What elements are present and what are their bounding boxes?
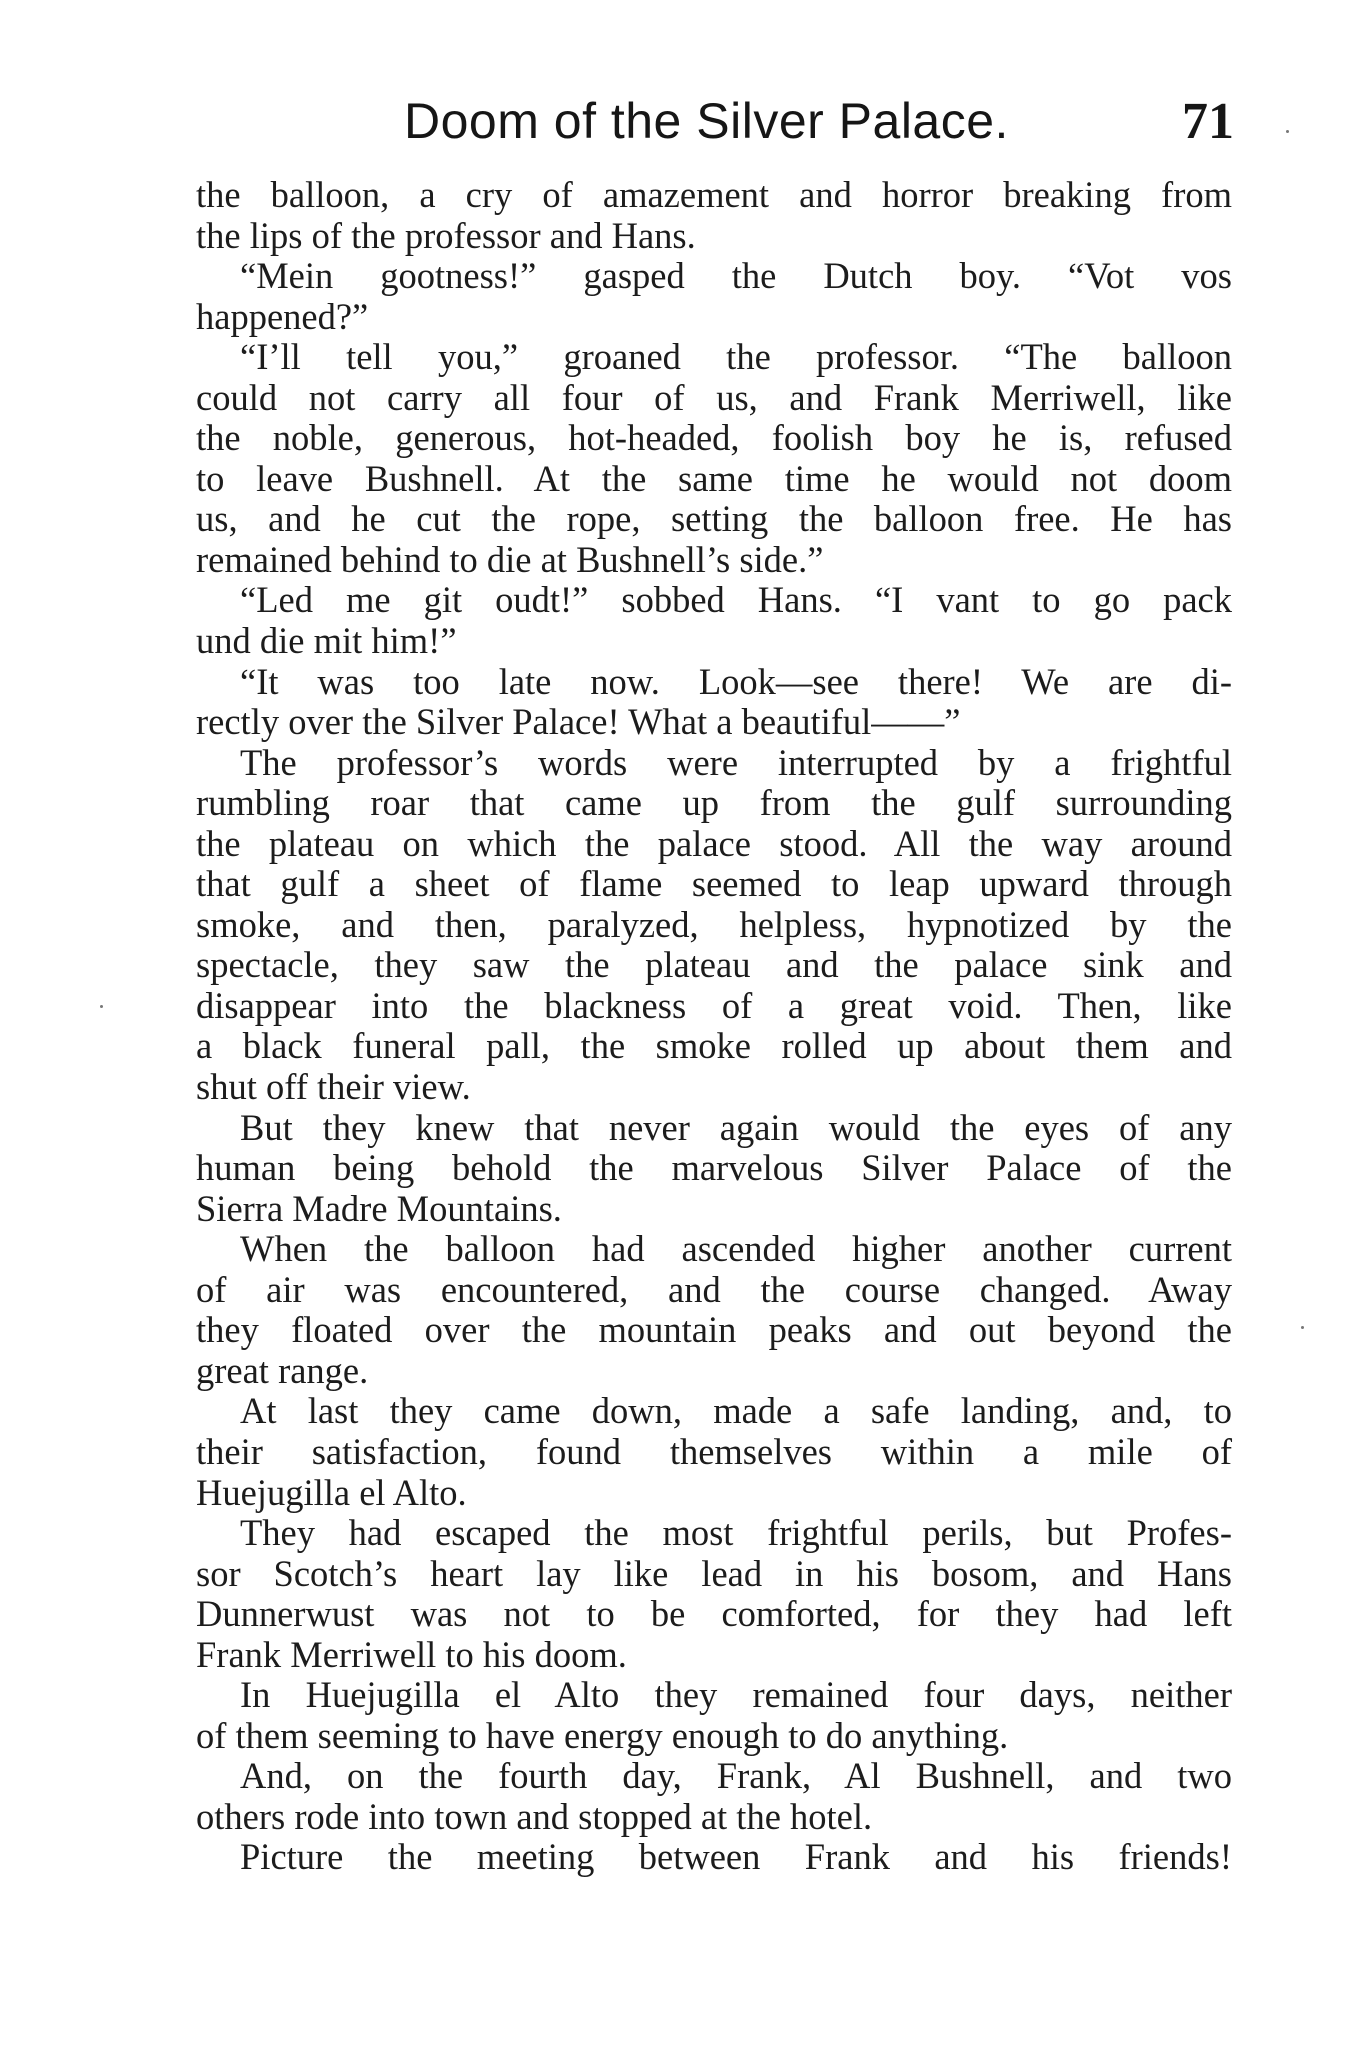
text-line: The professor’s words were interrupted by a frightful bbox=[240, 741, 1232, 783]
text-line: rumbling roar that came up from the gulf surrounding bbox=[196, 782, 1232, 824]
body-text bbox=[196, 175, 1232, 1878]
text-line: shut off their view. bbox=[196, 1066, 471, 1108]
text-line: could not carry all four of us, and Frank Merriwell, like bbox=[196, 376, 1232, 418]
text-line: At last they came down, made a safe landing, and, to bbox=[240, 1390, 1232, 1432]
text-line: Picture the meeting between Frank and his friends! bbox=[240, 1836, 1232, 1878]
text-line: Huejugilla el Alto. bbox=[196, 1471, 467, 1513]
text-line: others rode into town and stopped at the hotel. bbox=[196, 1795, 873, 1837]
text-line: of them seeming to have energy enough to do anything. bbox=[196, 1714, 1009, 1756]
text-line: that gulf a sheet of flame seemed to leap upward through bbox=[196, 863, 1232, 905]
text-line: great range. bbox=[196, 1349, 369, 1391]
running-title: Doom of the Silver Palace. bbox=[404, 93, 1009, 149]
text-line: their satisfaction, found themselves within a mile of bbox=[196, 1430, 1232, 1472]
page-header bbox=[404, 92, 1234, 152]
text-line: the balloon, a cry of amazement and horror breaking from bbox=[196, 174, 1232, 215]
paper-speck bbox=[100, 1005, 103, 1008]
text-line: Sierra Madre Mountains. bbox=[196, 1187, 562, 1229]
text-line: But they knew that never again would the eyes of any bbox=[240, 1106, 1232, 1148]
text-line: They had escaped the most frightful perils, but Profes- bbox=[240, 1512, 1232, 1554]
text-line: Dunnerwust was not to be comforted, for they had left bbox=[196, 1593, 1232, 1635]
text-line: In Huejugilla el Alto they remained four days, neither bbox=[240, 1674, 1232, 1716]
text-line: the noble, generous, hot-headed, foolish boy he is, refused bbox=[196, 417, 1232, 459]
text-line: human being behold the marvelous Silver Palace of the bbox=[196, 1147, 1232, 1189]
paper-speck bbox=[1286, 130, 1289, 133]
text-line: “It was too late now. Look—see there! We are di- bbox=[240, 660, 1232, 702]
text-line: of air was encountered, and the course changed. Away bbox=[196, 1268, 1232, 1310]
text-line: a black funeral pall, the smoke rolled up about them and bbox=[196, 1025, 1232, 1067]
text-line: happened?” bbox=[196, 295, 369, 337]
page-number: 71 bbox=[1182, 93, 1234, 150]
text-line: “Led me git oudt!” sobbed Hans. “I vant to go pack bbox=[240, 579, 1232, 621]
text-line: they floated over the mountain peaks and out beyond the bbox=[196, 1309, 1232, 1351]
paper-speck bbox=[1301, 1326, 1304, 1329]
text-line: und die mit him!” bbox=[196, 620, 457, 662]
text-line: the lips of the professor and Hans. bbox=[196, 214, 696, 256]
text-line: “Mein gootness!” gasped the Dutch boy. “Vot vos bbox=[240, 255, 1232, 297]
text-line: spectacle, they saw the plateau and the palace sink and bbox=[196, 944, 1232, 986]
text-line: the plateau on which the palace stood. All the way around bbox=[196, 822, 1232, 864]
text-line: “I’ll tell you,” groaned the professor. “The balloon bbox=[240, 336, 1232, 378]
text-line: Frank Merriwell to his doom. bbox=[196, 1633, 627, 1675]
text-line: When the balloon had ascended higher another current bbox=[240, 1228, 1232, 1270]
text-line: rectly over the Silver Palace! What a beautiful——” bbox=[196, 701, 961, 743]
text-line: smoke, and then, paralyzed, helpless, hypnotized by the bbox=[196, 903, 1232, 945]
text-line: remained behind to die at Bushnell’s side.” bbox=[196, 538, 824, 580]
text-line: to leave Bushnell. At the same time he would not doom bbox=[196, 457, 1232, 499]
text-line: disappear into the blackness of a great void. Then, like bbox=[196, 984, 1232, 1026]
text-line: us, and he cut the rope, setting the balloon free. He has bbox=[196, 498, 1232, 540]
text-line: sor Scotch’s heart lay like lead in his bosom, and Hans bbox=[196, 1552, 1232, 1594]
text-line: And, on the fourth day, Frank, Al Bushnell, and two bbox=[240, 1755, 1232, 1797]
